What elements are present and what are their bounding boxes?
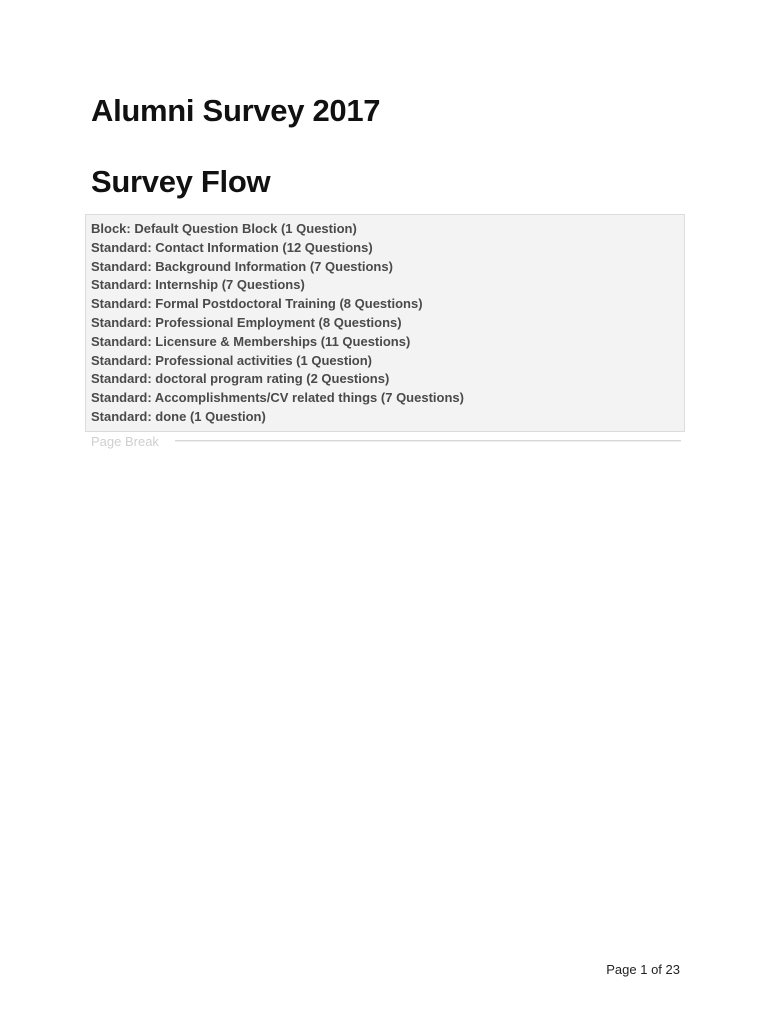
flow-item-internship: Standard: Internship (7 Questions)	[91, 277, 305, 293]
flow-item-contact-information: Standard: Contact Information (12 Questions)	[91, 239, 373, 255]
survey-flow-box	[85, 214, 685, 432]
document-title: Alumni Survey 2017	[91, 93, 381, 128]
page-break	[91, 433, 681, 451]
flow-item-professional-activities: Standard: Professional activities (1 Question)	[91, 352, 373, 368]
page-break-divider	[175, 440, 681, 442]
flow-item-doctoral-program-rating: Standard: doctoral program rating (2 Questions)	[91, 371, 390, 387]
flow-item-done: Standard: done (1 Question)	[91, 408, 266, 424]
page-break-label: Page Break	[91, 434, 159, 449]
flow-item-licensure-memberships: Standard: Licensure & Memberships (11 Questions)	[91, 333, 411, 349]
flow-item-background-information: Standard: Background Information (7 Questions)	[91, 258, 393, 274]
flow-item-professional-employment: Standard: Professional Employment (8 Questions)	[91, 314, 402, 330]
flow-item-default-question-block: Block: Default Question Block (1 Question)	[91, 221, 357, 236]
section-title: Survey Flow	[91, 164, 271, 199]
flow-item-accomplishments-cv: Standard: Accomplishments/CV related things (7 Questions)	[91, 390, 464, 406]
flow-item-postdoctoral-training: Standard: Formal Postdoctoral Training (8 Questions)	[91, 296, 423, 312]
page-number: Page 1 of 23	[606, 962, 680, 977]
